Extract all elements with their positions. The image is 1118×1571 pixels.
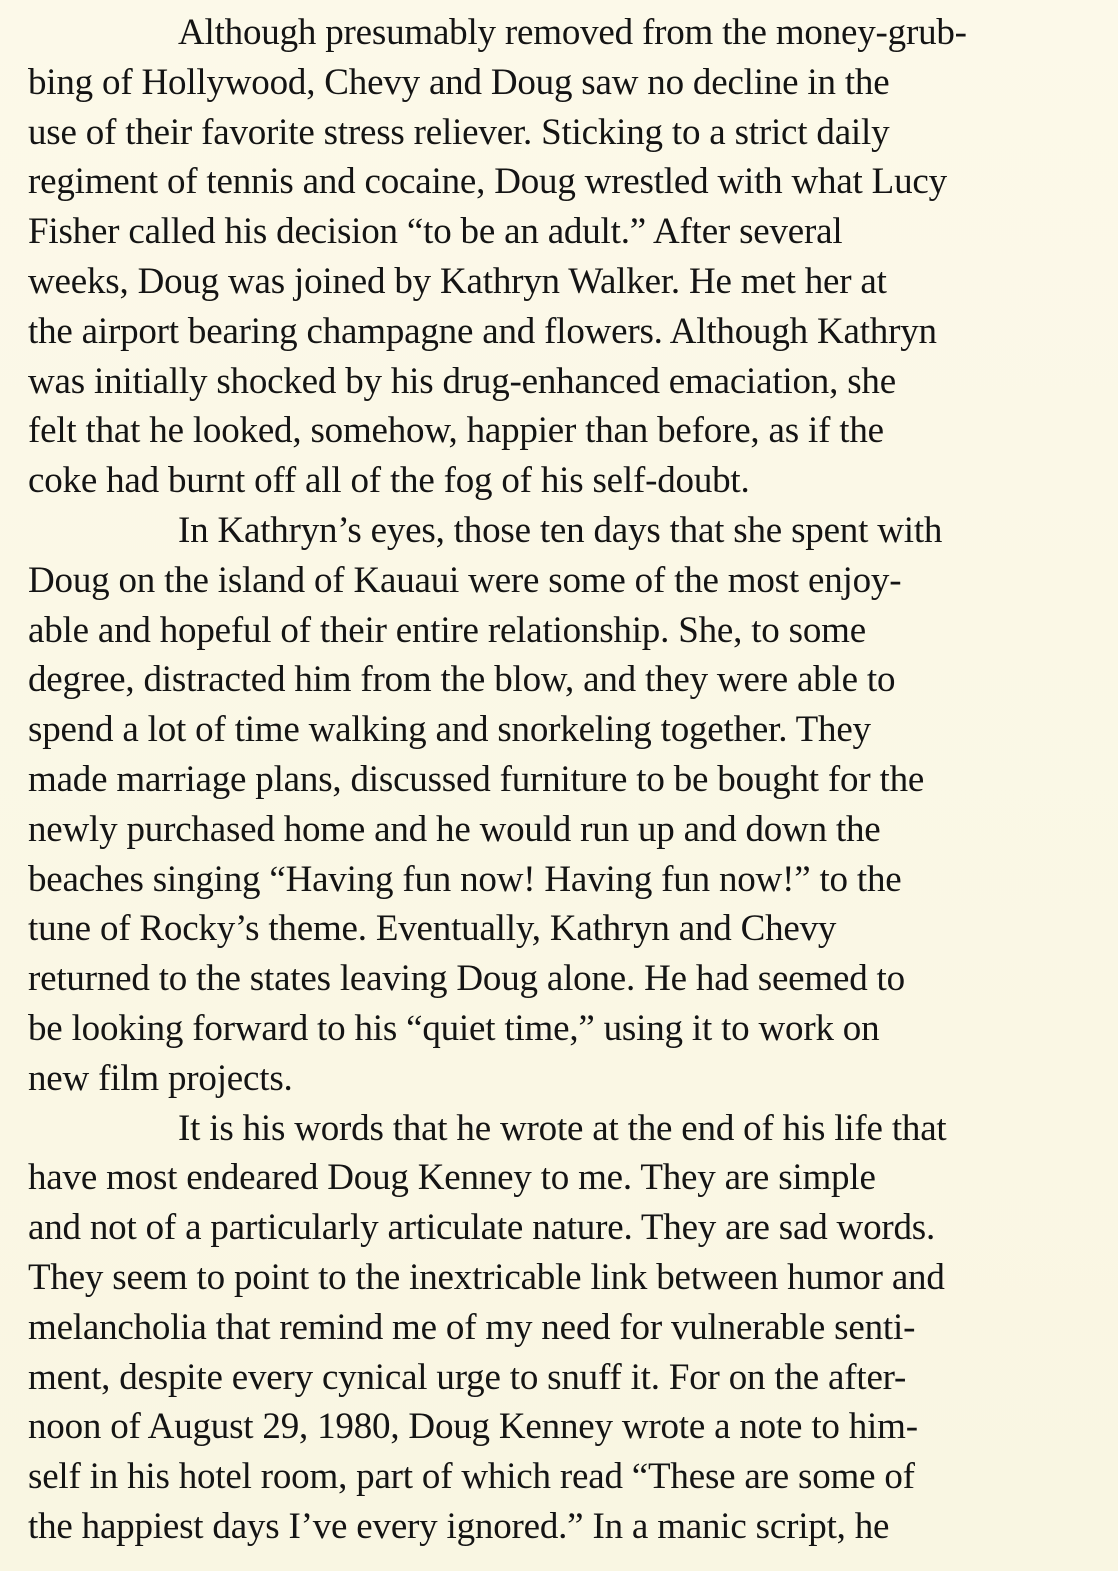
- text-line: Doug on the island of Kauaui were some of the most enjoy-: [28, 559, 902, 601]
- text-line: be looking forward to his “quiet time,” using it to work on: [28, 1007, 880, 1049]
- text-line: new film projects.: [28, 1057, 293, 1099]
- text-line: have most endeared Doug Kenney to me. They are simple: [28, 1157, 876, 1199]
- text-line: and not of a particularly articulate nature. They are sad words.: [28, 1207, 936, 1249]
- text-line: spend a lot of time walking and snorkeling together. They: [28, 709, 871, 751]
- text-line: It is his words that he wrote at the end of his life that: [178, 1107, 947, 1149]
- text-line: bing of Hollywood, Chevy and Doug saw no decline in the: [28, 61, 890, 103]
- text-line: degree, distracted him from the blow, and they were able to: [28, 659, 896, 701]
- text-line: noon of August 29, 1980, Doug Kenney wrote a note to him-: [28, 1406, 918, 1448]
- text-line: was initially shocked by his drug-enhanced emaciation, she: [28, 360, 896, 402]
- text-line: self in his hotel room, part of which read “These are some of: [28, 1456, 915, 1498]
- text-line: made marriage plans, discussed furniture to be bought for the: [28, 758, 925, 800]
- text-line: coke had burnt off all of the fog of his self-doubt.: [28, 460, 750, 502]
- text-line: felt that he looked, somehow, happier than before, as if the: [28, 410, 884, 452]
- text-line: returned to the states leaving Doug alone. He had seemed to: [28, 958, 905, 1000]
- text-line: Although presumably removed from the money-grub-: [178, 12, 967, 53]
- text-line: In Kathryn’s eyes, those ten days that she spent with: [178, 509, 943, 551]
- text-line: Fisher called his decision “to be an adult.” After several: [28, 211, 843, 253]
- text-line: able and hopeful of their entire relationship. She, to some: [28, 609, 866, 651]
- text-line: newly purchased home and he would run up and down the: [28, 808, 881, 850]
- body-text: [28, 8, 1090, 1552]
- text-line: the airport bearing champagne and flowers. Although Kathryn: [28, 310, 937, 352]
- text-line: tune of Rocky’s theme. Eventually, Kathryn and Chevy: [28, 908, 837, 950]
- text-line: weeks, Doug was joined by Kathryn Walker. He met her at: [28, 260, 887, 302]
- text-line: use of their favorite stress reliever. Sticking to a strict daily: [28, 111, 890, 153]
- text-line: regiment of tennis and cocaine, Doug wrestled with what Lucy: [28, 161, 947, 203]
- text-line: beaches singing “Having fun now! Having fun now!” to the: [28, 858, 902, 900]
- text-line: melancholia that remind me of my need for vulnerable senti-: [28, 1306, 916, 1348]
- text-line: the happiest days I’ve every ignored.” In a manic script, he: [28, 1505, 890, 1547]
- text-line: They seem to point to the inextricable link between humor and: [28, 1256, 945, 1298]
- text-line: ment, despite every cynical urge to snuff it. For on the after-: [28, 1356, 907, 1398]
